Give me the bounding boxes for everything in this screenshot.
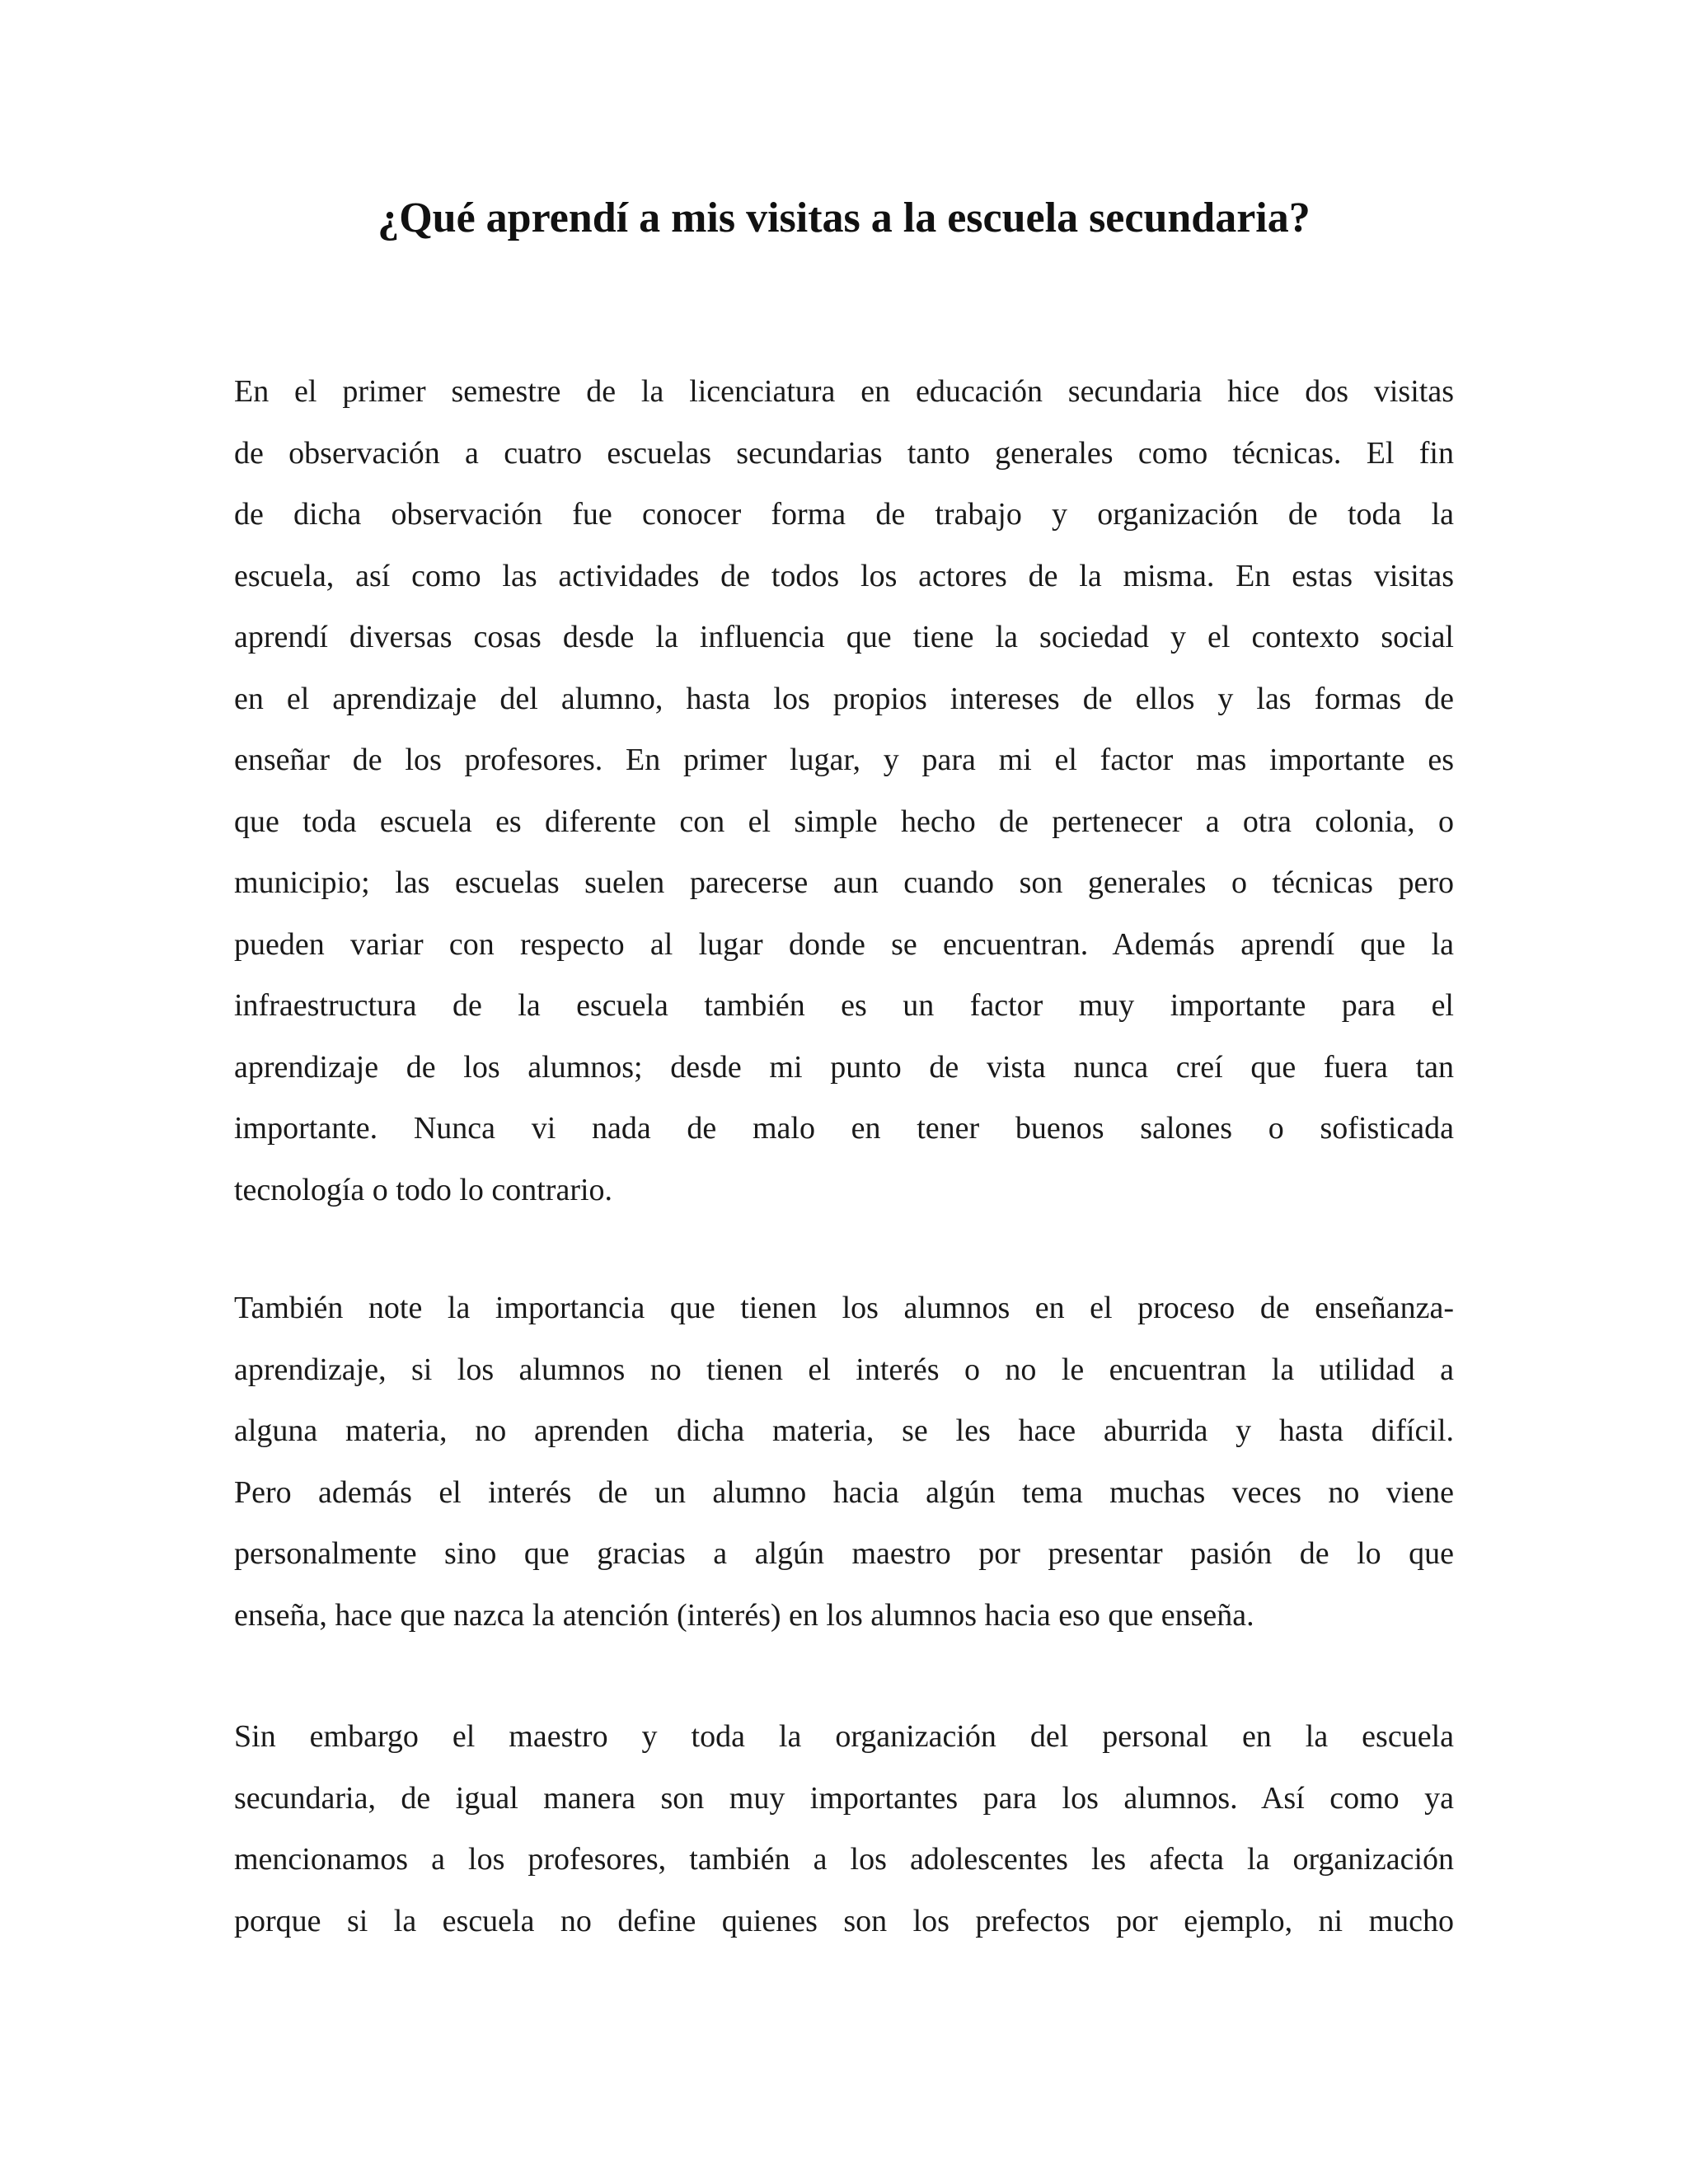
paragraph-line: infraestructura de la escuela también es un factor muy importante para el (234, 988, 1454, 1023)
paragraph-line: mencionamos a los profesores, también a los adolescentes les afecta la organización (234, 1842, 1454, 1877)
paragraph-line: pueden variar con respecto al lugar donde se encuentran. Además aprendí que la (234, 926, 1454, 962)
paragraph-line: Pero además el interés de un alumno hacia algún tema muchas veces no viene (234, 1474, 1454, 1510)
paragraph-line: aprendí diversas cosas desde la influencia que tiene la sociedad y el contexto social (234, 620, 1454, 654)
paragraph-line: alguna materia, no aprenden dicha materia, se les hace aburrida y hasta difícil. (234, 1413, 1454, 1448)
paragraph-1 (234, 361, 1454, 1221)
paragraph-line: municipio; las escuelas suelen parecerse aun cuando son generales o técnicas pero (234, 865, 1454, 900)
paragraph-line: escuela, así como las actividades de todos los actores de la misma. En estas visitas (234, 558, 1454, 593)
paragraph-line: tecnología o todo lo contrario. (234, 1172, 613, 1207)
paragraph-line: personalmente sino que gracias a algún maestro por presentar pasión de lo que (234, 1536, 1454, 1571)
page-title: ¿Qué aprendí a mis visitas a la escuela secundaria? (377, 194, 1311, 241)
paragraph-line: También note la importancia que tienen los alumnos en el proceso de enseñanza- (234, 1291, 1454, 1325)
paragraph-line: enseña, hace que nazca la atención (interés) en los alumnos hacia eso que enseña. (234, 1597, 1254, 1633)
paragraph-line: En el primer semestre de la licenciatura en educación secundaria hice dos visitas (234, 374, 1454, 409)
paragraph-line: que toda escuela es diferente con el simple hecho de pertenecer a otra colonia, o (234, 804, 1454, 839)
paragraph-line: en el aprendizaje del alumno, hasta los propios intereses de ellos y las formas de (234, 681, 1454, 716)
paragraph-2 (234, 1277, 1454, 1646)
paragraph-line: aprendizaje, si los alumnos no tienen el interés o no le encuentran la utilidad a (234, 1352, 1454, 1387)
paragraph-3 (234, 1706, 1454, 1952)
paragraph-line: enseñar de los profesores. En primer lugar, y para mi el factor mas importante es (234, 743, 1454, 777)
paragraph-line: de dicha observación fue conocer forma de trabajo y organización de toda la (234, 497, 1454, 532)
paragraph-line: aprendizaje de los alumnos; desde mi punto de vista nunca creí que fuera tan (234, 1049, 1454, 1085)
paragraph-line: porque si la escuela no define quienes son los prefectos por ejemplo, ni mucho (234, 1903, 1454, 1938)
paragraph-line: Sin embargo el maestro y toda la organización del personal en la escuela (234, 1719, 1454, 1754)
paragraph-line: importante. Nunca vi nada de malo en tener buenos salones o sofisticada (234, 1111, 1454, 1146)
paragraph-line: secundaria, de igual manera son muy importantes para los alumnos. Así como ya (234, 1780, 1454, 1816)
paragraph-line: de observación a cuatro escuelas secundarias tanto generales como técnicas. El fin (234, 435, 1454, 471)
